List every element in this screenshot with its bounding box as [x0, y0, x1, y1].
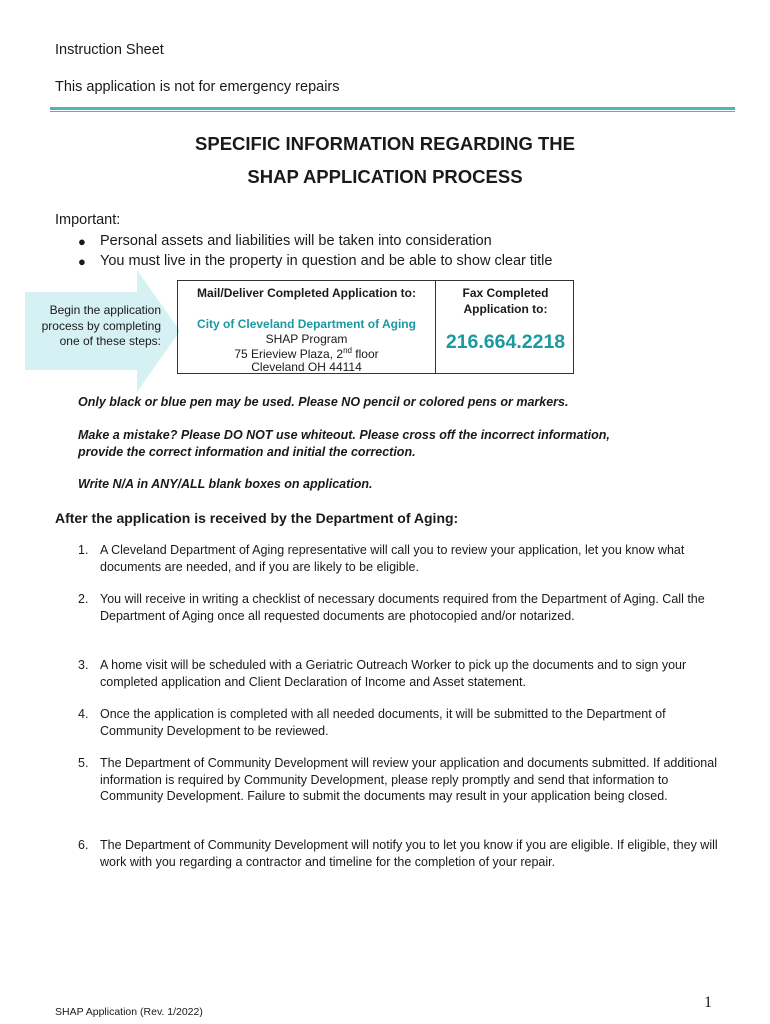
header-rule-thin	[50, 111, 735, 112]
mail-city: Cleveland OH 44114	[251, 360, 362, 374]
page-title-line1: SPECIFIC INFORMATION REGARDING THE	[195, 133, 575, 154]
list-item: ● You must live in the property in question and be able to show clear title	[78, 253, 553, 269]
important-list	[78, 231, 552, 271]
mail-heading: Mail/Deliver Completed Application to:	[197, 286, 416, 300]
bullet-icon: ●	[78, 233, 86, 249]
instruction-sheet-label: Instruction Sheet	[55, 42, 164, 58]
steps-callout-text: Begin the application process by completing one of these steps:	[41, 303, 161, 348]
submission-info-box	[177, 280, 574, 374]
page-title-line2: SHAP APPLICATION PROCESS	[247, 166, 523, 187]
mail-program: SHAP Program	[265, 332, 348, 346]
pen-note: Only black or blue pen may be used. Please NO pencil or colored pens or markers.	[78, 395, 569, 409]
mail-street: 75 Erieview Plaza, 2nd floor	[234, 346, 379, 361]
na-note: Write N/A in ANY/ALL blank boxes on application.	[78, 477, 373, 491]
not-emergency-notice: This application is not for emergency repairs	[55, 79, 340, 95]
mail-organization: City of Cleveland Department of Aging	[197, 317, 416, 331]
mistake-note: Make a mistake? Please DO NOT use whiteout. Please cross off the incorrect information, provide the correct information and initial the correction.	[78, 428, 610, 459]
footer-revision: SHAP Application (Rev. 1/2022)	[55, 1006, 203, 1018]
bullet-icon: ●	[78, 253, 86, 269]
fax-number: 216.664.2218	[445, 331, 566, 353]
after-heading: After the application is received by the Department of Aging:	[55, 510, 459, 526]
page-number: 1	[704, 994, 712, 1011]
important-label: Important:	[55, 212, 121, 228]
fax-heading: Fax Completed Application to:	[462, 286, 549, 316]
list-item: ● Personal assets and liabilities will be taken into consideration	[78, 233, 492, 249]
header-rule	[50, 107, 735, 110]
